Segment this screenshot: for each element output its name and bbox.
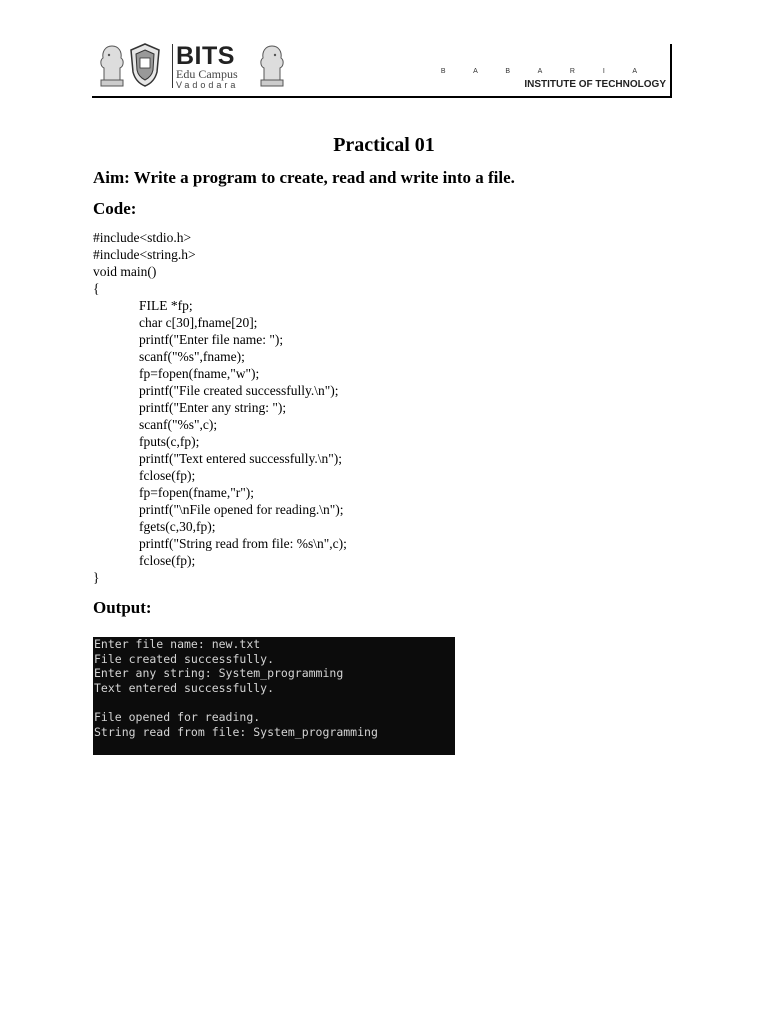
institute-top-text: B A B A R I A xyxy=(440,68,650,75)
code-line: printf("Text entered successfully.\n"); xyxy=(139,451,343,466)
code-line: char c[30],fname[20]; xyxy=(139,315,258,330)
code-line: scanf("%s",c); xyxy=(139,417,218,432)
code-line: fp=fopen(fname,"r"); xyxy=(139,485,254,500)
terminal-line: File created successfully. xyxy=(94,651,275,666)
code-line: fgets(c,30,fp); xyxy=(139,519,216,534)
logo-city: Vadodara xyxy=(176,80,239,90)
logo-subtitle: Edu Campus xyxy=(176,67,238,81)
terminal-line: Enter any string: System_programming xyxy=(94,666,344,681)
code-line: printf("\nFile opened for reading.\n"); xyxy=(139,502,344,517)
logo-divider xyxy=(172,44,173,88)
code-line: fclose(fp); xyxy=(139,553,196,568)
code-line: fclose(fp); xyxy=(139,468,196,483)
page-header xyxy=(92,40,680,100)
output-heading: Output: xyxy=(93,598,152,617)
bits-logo xyxy=(92,40,292,92)
terminal-line: File opened for reading. xyxy=(94,709,261,724)
code-line: scanf("%s",fname); xyxy=(139,349,245,364)
code-block xyxy=(93,229,347,586)
terminal-line: String read from file: System_programming xyxy=(94,724,378,739)
terminal-line: Enter file name: new.txt xyxy=(94,637,261,651)
code-line: #include<string.h> xyxy=(93,247,196,262)
lion-statue-left-icon xyxy=(96,42,128,88)
code-line: } xyxy=(93,570,100,585)
code-line: fp=fopen(fname,"w"); xyxy=(139,366,260,381)
logo-name: BITS xyxy=(176,42,235,70)
code-line: printf("Enter any string: "); xyxy=(139,400,287,415)
code-line: { xyxy=(93,281,100,296)
page-title: Practical 01 xyxy=(333,134,435,156)
code-line: void main() xyxy=(93,264,157,279)
code-line: printf("File created successfully.\n"); xyxy=(139,383,339,398)
lion-statue-right-icon xyxy=(256,42,288,88)
code-heading: Code: xyxy=(93,199,137,218)
header-vertical-rule xyxy=(670,44,672,98)
code-line: printf("String read from file: %s\n",c); xyxy=(139,536,347,551)
terminal-line xyxy=(93,695,455,710)
code-line: fputs(c,fp); xyxy=(139,434,200,449)
aim-text: Aim: Write a program to create, read and write into a file. xyxy=(93,168,515,187)
crest-icon xyxy=(128,42,162,88)
terminal-output xyxy=(93,637,455,755)
institute-name: INSTITUTE OF TECHNOLOGY xyxy=(524,79,666,90)
code-line: printf("Enter file name: "); xyxy=(139,332,284,347)
code-line: FILE *fp; xyxy=(139,298,193,313)
terminal-line: Text entered successfully. xyxy=(94,680,275,695)
code-line: #include<stdio.h> xyxy=(93,230,192,245)
header-rule xyxy=(92,96,672,98)
